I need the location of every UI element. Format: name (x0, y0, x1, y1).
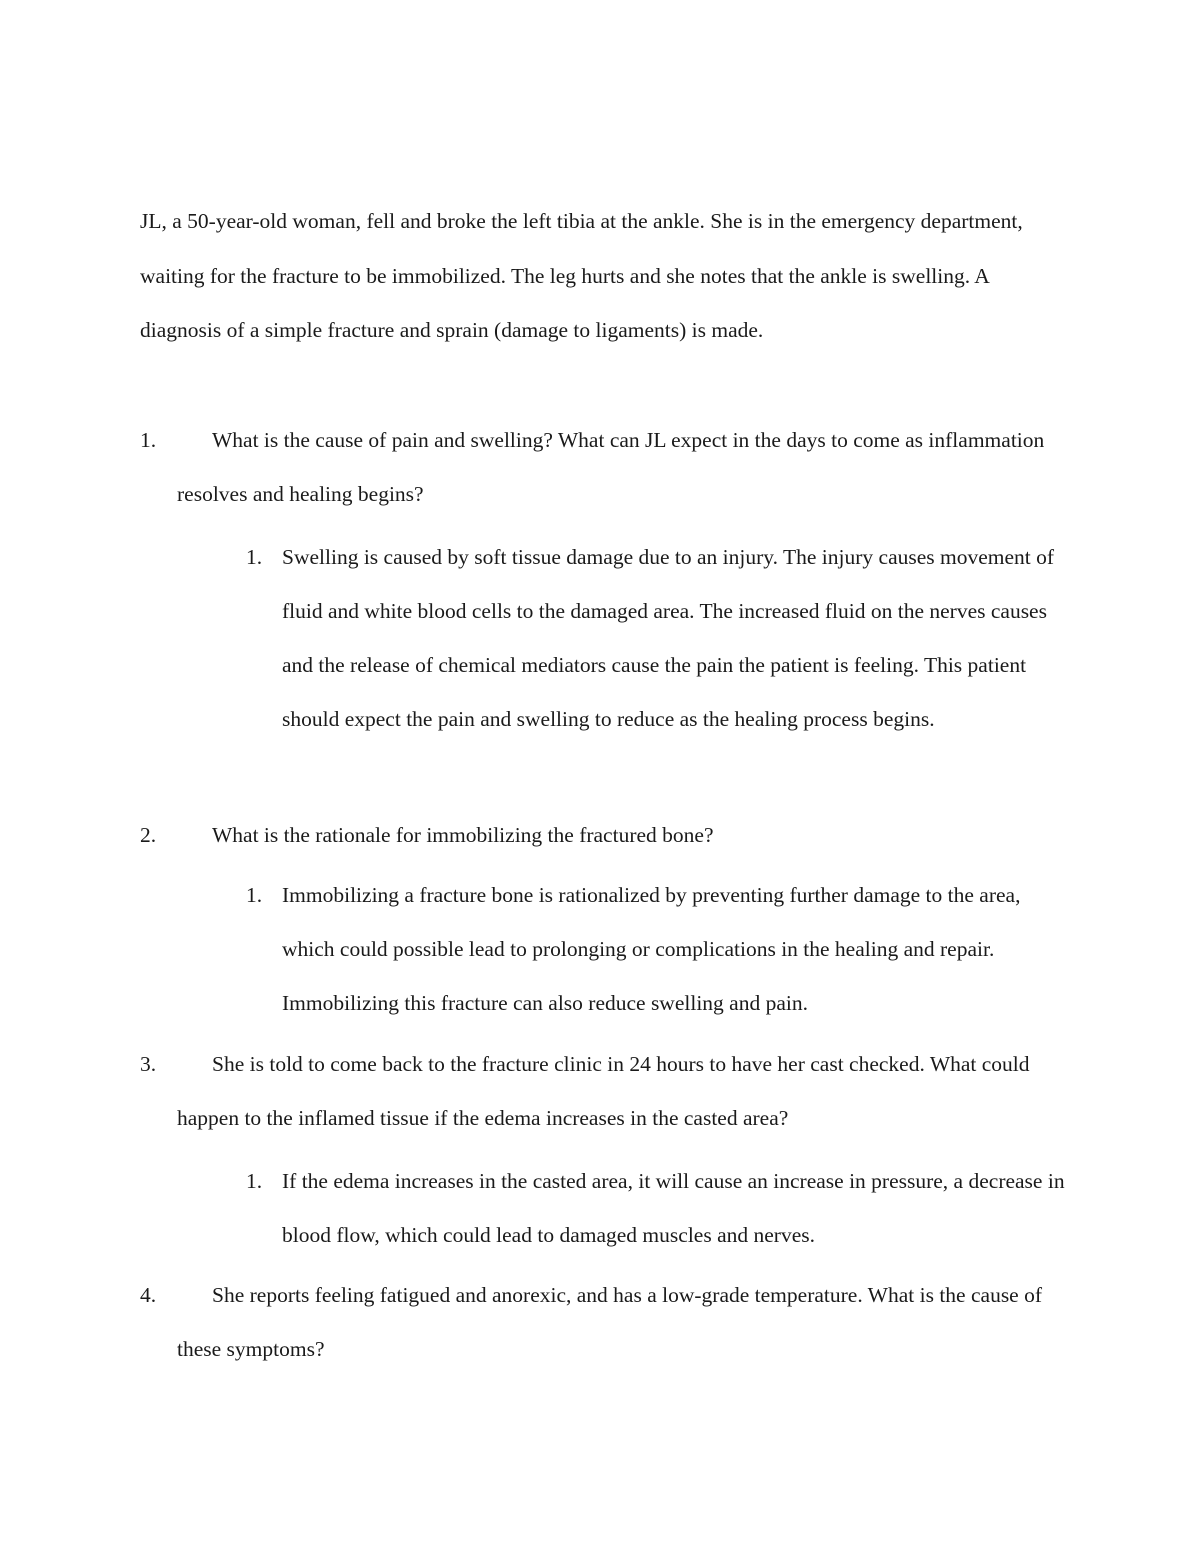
question-text: She reports feeling fatigued and anorexic, and has a low-grade temperature. What is the cause of these symptoms? (177, 1283, 1043, 1361)
case-intro-paragraph: JL, a 50-year-old woman, fell and broke the left tibia at the ankle. She is in the emergency department, waiting for the fracture to be immobilized. The leg hurts and she notes that the ankle is swelling. A diagnosis of a simple fracture and sprain (damage to ligaments) is made. (140, 209, 1023, 342)
question-number: 4. (140, 1283, 157, 1307)
question-number: 1. (140, 428, 157, 452)
answer-text: Swelling is caused by soft tissue damage due to an injury. The injury causes movement of fluid and white blood cells to the damaged area. The increased fluid on the nerves causes and the release of chemical mediators cause the pain the patient is feeling. This patient should expect the pain and swelling to reduce as the healing process begins. (282, 545, 1055, 731)
question-number: 2. (140, 823, 157, 847)
answer-number: 1. (246, 545, 263, 569)
answer-number: 1. (246, 1169, 263, 1193)
question-text: She is told to come back to the fracture clinic in 24 hours to have her cast checked. What could happen to the inflamed tissue if the edema increases in the casted area? (177, 1052, 1030, 1130)
answer-text: If the edema increases in the casted area, it will cause an increase in pressure, a decrease in blood flow, which could lead to damaged muscles and nerves. (282, 1169, 1065, 1247)
answer-number: 1. (246, 883, 263, 907)
question-text: What is the rationale for immobilizing the fractured bone? (212, 823, 714, 847)
question-number: 3. (140, 1052, 157, 1076)
question-text: What is the cause of pain and swelling? What can JL expect in the days to come as inflammation resolves and healing begins? (177, 428, 1045, 506)
answer-text: Immobilizing a fracture bone is rationalized by preventing further damage to the area, which could possible lead to prolonging or complications in the healing and repair. Immobilizing this fracture can also reduce swelling and pain. (282, 883, 1021, 1015)
